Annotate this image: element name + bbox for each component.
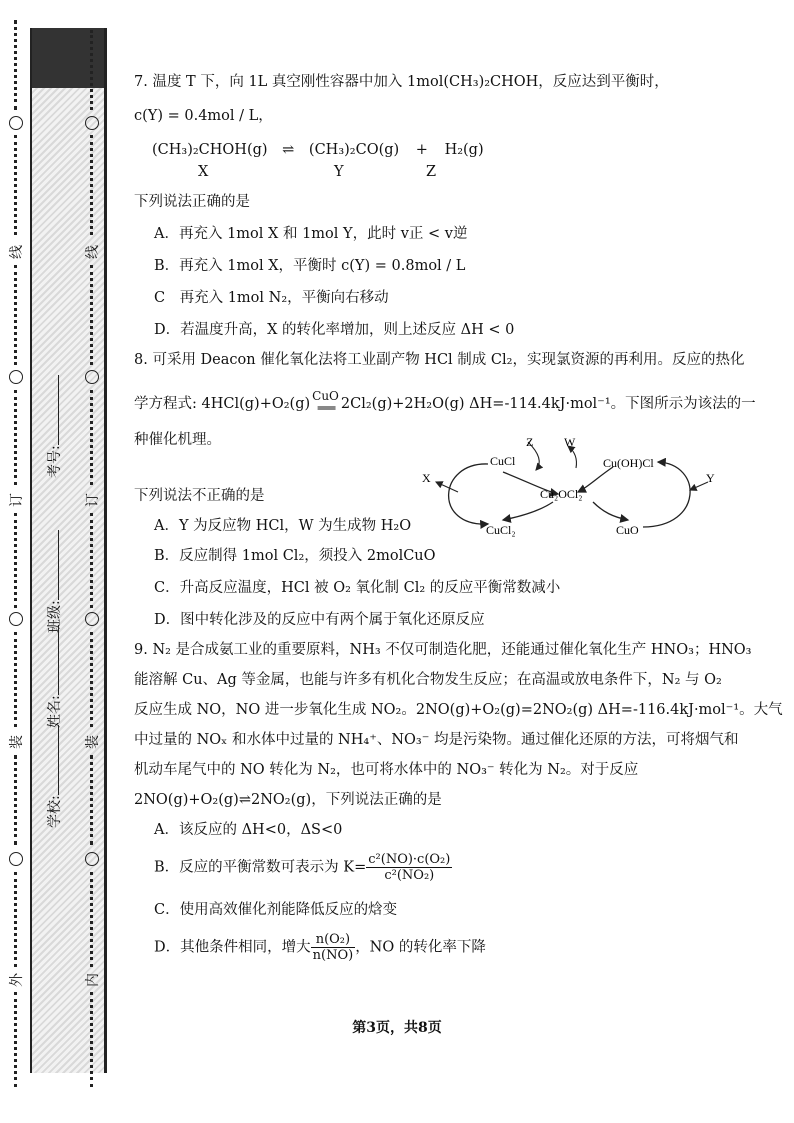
eq-reactant: (CH₃)₂CHOH(g): [152, 142, 268, 158]
eq-product-2: H₂(g): [444, 142, 484, 158]
binding-char: 订: [9, 493, 25, 507]
class-field: 班级:: [44, 613, 64, 633]
q8-products: 2Cl₂(g)+2H₂O(g) ΔH=-114.4kJ·mol⁻¹。下图所示为该法的一: [340, 396, 756, 412]
q8-option-c: C．升高反应温度，HCl 被 O₂ 氧化制 Cl₂ 的反应平衡常数减小: [154, 580, 561, 596]
label-cu2ocl2: Cu₂OCl₂: [540, 487, 583, 501]
name-field: 姓名:: [44, 708, 64, 728]
catalytic-mechanism-diagram: [418, 432, 718, 547]
q9-stem-line5: 机动车尾气中的 NO 转化为 N₂，也可将水体中的 NO₃⁻ 转化为 N₂。对于反应: [134, 762, 639, 778]
dotted-line: [90, 632, 96, 727]
q7-stem-line1: 7. 温度 T 下，向 1L 真空刚性容器中加入 1mol(CH₃)₂CHOH，反应达到平衡时，: [134, 74, 669, 90]
dotted-line: [14, 755, 20, 845]
circle-mark: [85, 370, 99, 384]
circle-mark: [85, 612, 99, 626]
q9-option-d-text: D．其他条件相同，增大: [154, 939, 311, 956]
q9-stem-line1: 9. N₂ 是合成氨工业的重要原料，NH₃ 不仅可制造化肥，还能通过催化氧化生产 HNO₃；HNO₃: [134, 642, 752, 658]
dotted-line: [14, 632, 20, 727]
catalyst-label: CuO: [312, 389, 339, 403]
dotted-line: [90, 872, 96, 967]
dotted-line: [14, 872, 20, 967]
q9-option-c: C．使用高效催化剂能降低反应的焓变: [154, 902, 398, 918]
dotted-line: [90, 755, 96, 845]
label-y: Y: [706, 471, 715, 485]
page-footer: 第3页，共8页: [352, 1020, 442, 1036]
label-z: Z: [426, 164, 437, 180]
q9-stem-line3: 反应生成 NO，NO 进一步氧化生成 NO₂。2NO(g)+O₂(g)=2NO₂(g) ΔH=-116.4kJ·mol⁻¹。大气: [134, 702, 783, 718]
dotted-line: [90, 135, 96, 235]
q8-reactants: 学方程式: 4HCl(g)+O₂(g): [134, 396, 311, 412]
circle-mark: [9, 370, 23, 384]
dotted-line: [14, 992, 20, 1087]
q7-option-d: D．若温度升高，X 的转化率增加，则上述反应 ΔH < 0: [154, 322, 515, 338]
right-cycle-arrow: [643, 462, 690, 527]
q7-prompt: 下列说法正确的是: [134, 194, 250, 210]
label-y: Y: [334, 164, 344, 180]
label-cuohcl: Cu(OH)Cl: [603, 456, 654, 470]
q8-option-b: B．反应制得 1mol Cl₂，须投入 2molCuO: [154, 548, 436, 564]
q9-option-b-text: B．反应的平衡常数可表示为 K=: [154, 859, 367, 876]
binding-char: 装: [9, 735, 25, 749]
dotted-line: [14, 513, 20, 608]
q7-option-c: C 再充入 1mol N₂，平衡向右移动: [154, 290, 389, 306]
dotted-line: [14, 265, 20, 365]
fraction-denominator: c²(NO₂): [384, 868, 435, 883]
binding-char: 线: [85, 245, 101, 259]
arrow-x-out: [436, 482, 458, 492]
q9-option-d: [154, 932, 486, 963]
fraction-denominator: n(NO): [312, 948, 354, 963]
q9-option-a: A．该反应的 ΔH<0，ΔS<0: [154, 822, 343, 838]
arrow-cuohcl-to-cu2ocl2: [578, 467, 613, 492]
label-cucl: CuCl: [490, 454, 516, 468]
left-cycle-arrow: [449, 464, 488, 524]
arrow-cu2ocl2-to-cucl2: [503, 502, 553, 520]
label-x: X: [422, 471, 431, 485]
equilibrium-constant-fraction: [366, 852, 452, 883]
eq-product-1: (CH₃)₂CO(g): [308, 142, 400, 158]
circle-mark: [9, 612, 23, 626]
inner-binding-line: [84, 20, 100, 1090]
q7-stem-line2: c(Y) = 0.4mol / L，: [134, 108, 273, 124]
q8-prompt: 下列说法不正确的是: [134, 488, 265, 504]
q9-option-b: [154, 852, 452, 883]
binding-char: 订: [85, 493, 101, 507]
binding-char: 内: [85, 973, 101, 987]
binding-char: 装: [85, 735, 101, 749]
q8-stem-line2: [134, 390, 756, 414]
eq-plus: +: [415, 142, 428, 158]
outer-binding-line: [8, 20, 24, 1090]
dotted-line: [90, 513, 96, 608]
double-line-icon: ═══: [317, 401, 334, 415]
label-cuo: CuO: [616, 523, 639, 537]
label-z: Z: [526, 435, 534, 449]
q9-stem-line6: 2NO(g)+O₂(g)⇌2NO₂(g)，下列说法正确的是: [134, 792, 442, 808]
circle-mark: [85, 852, 99, 866]
q7-equation: [152, 140, 484, 160]
label-x: X: [198, 164, 209, 180]
q8-stem-line1: 8. 可采用 Deacon 催化氧化法将工业副产物 HCl 制成 Cl₂，实现氯资源的再利用。反应的热化: [134, 352, 745, 368]
arrow-cu2ocl2-to-cuo: [593, 502, 628, 520]
binding-char: 外: [9, 973, 25, 987]
q8-option-d: D．图中转化涉及的反应中有两个属于氧化还原反应: [154, 612, 485, 628]
dotted-line: [14, 20, 20, 110]
equilibrium-arrow-icon: ⇌: [282, 142, 295, 158]
dotted-line: [90, 30, 96, 110]
q8-option-a: A．Y 为反应物 HCl，W 为生成物 H₂O: [154, 518, 412, 534]
fraction-numerator: c²(NO)·c(O₂): [368, 852, 451, 867]
dotted-line: [90, 265, 96, 365]
circle-mark: [9, 852, 23, 866]
dotted-line: [14, 135, 20, 235]
dotted-line: [14, 390, 20, 485]
exam-no-field: 考号:: [44, 458, 64, 478]
arrow-w-out: [568, 446, 576, 468]
dotted-line: [90, 390, 96, 485]
q9-stem-line4: 中过量的 NOₓ 和水体中过量的 NH₄⁺、NO₃⁻ 均是污染物。通过催化还原的方法，可将烟气和: [134, 732, 739, 748]
school-field: 学校:: [44, 808, 64, 828]
q9-option-d-suffix: ，NO 的转化率下降: [355, 939, 486, 956]
dotted-line: [90, 992, 96, 1087]
fraction-numerator: n(O₂): [311, 932, 356, 948]
q7-option-b: B．再充入 1mol X，平衡时 c(Y) = 0.8mol / L: [154, 258, 466, 274]
binding-char: 线: [9, 245, 25, 259]
label-w: W: [564, 435, 576, 449]
margin-divider: [106, 28, 107, 1073]
ratio-fraction: [311, 932, 356, 963]
q9-stem-line2: 能溶解 Cu、Ag 等金属，也能与许多有机化合物发生反应；在高温或放电条件下，N₂ 与 O₂: [134, 672, 722, 688]
q7-option-a: A．再充入 1mol X 和 1mol Y，此时 v正 < v逆: [154, 226, 468, 242]
circle-mark: [9, 116, 23, 130]
catalyst-arrow: [312, 390, 339, 414]
circle-mark: [85, 116, 99, 130]
label-cucl2: CuCl₂: [486, 523, 516, 537]
q8-stem-line3: 种催化机理。: [134, 432, 221, 448]
